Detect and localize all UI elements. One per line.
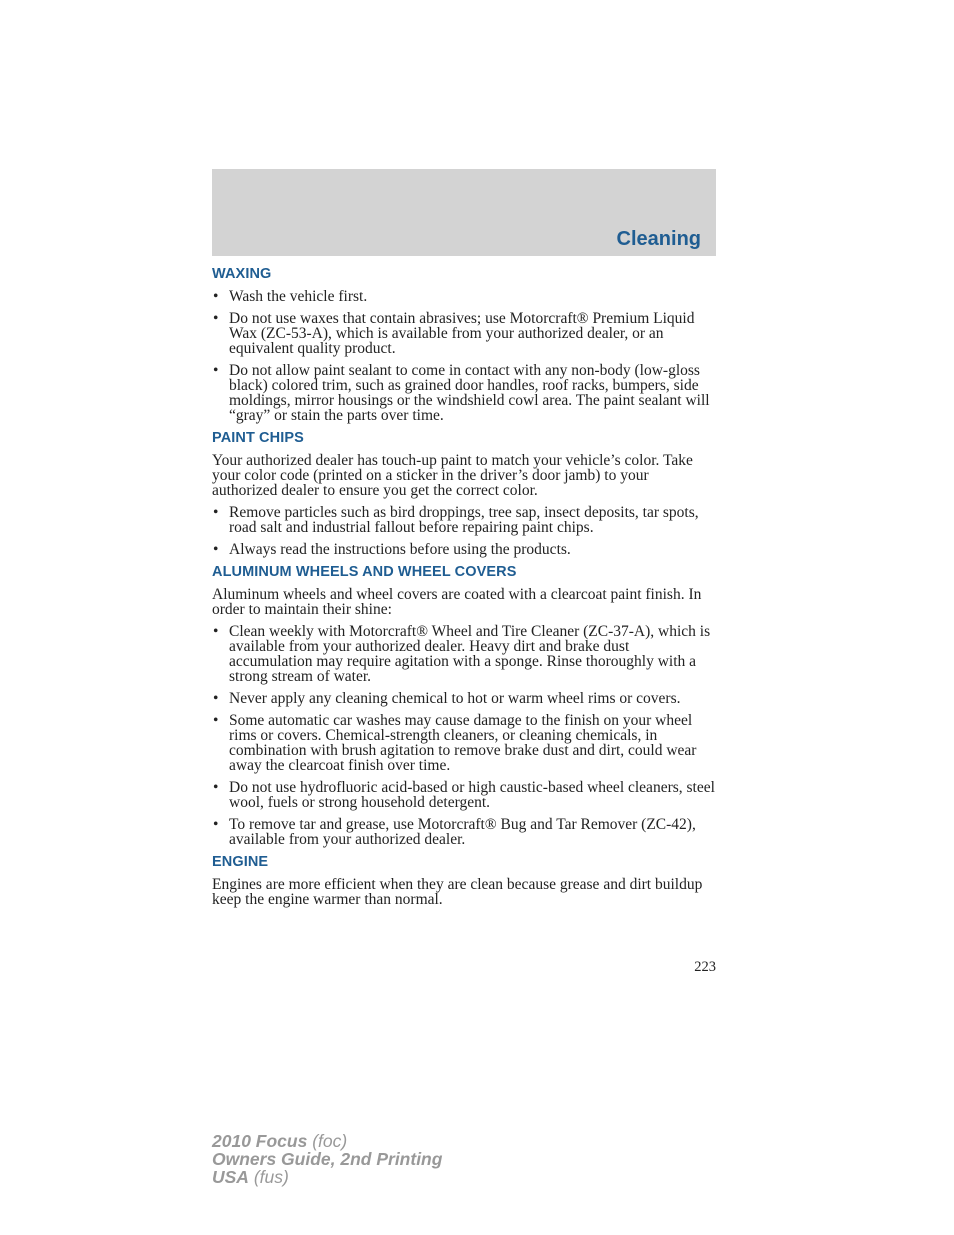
section-engine (212, 854, 716, 907)
list-item: • Always read the instructions before using the products. (213, 541, 571, 558)
footer-line-market: USA (fus) (212, 1167, 289, 1187)
bullet-icon: • (213, 504, 219, 521)
bullet-list (212, 505, 716, 557)
list-item: • Wash the vehicle first. (213, 288, 368, 305)
list-item: • Do not use hydrofluoric acid-based or high caustic-based wheel cleaners, steel wool, fuels or strong household detergent. (213, 779, 715, 811)
bullet-icon: • (213, 541, 219, 558)
bullet-list (212, 289, 716, 423)
chapter-title: Cleaning (616, 228, 701, 250)
section-aluminum-wheels (212, 564, 716, 847)
list-item: • To remove tar and grease, use Motorcraft® Bug and Tar Remover (ZC-42), available from your authorized dealer. (213, 816, 696, 848)
chapter-header-band (212, 169, 716, 256)
list-item: • Never apply any cleaning chemical to hot or warm wheel rims or covers. (213, 690, 681, 707)
document-footer (212, 1132, 442, 1186)
page-number: 223 (694, 959, 716, 975)
list-item: • Do not allow paint sealant to come in contact with any non-body (low-gloss black) colored trim, such as grained door handles, roof racks, bumpers, side moldings, mirror housings or the windshield cowl area. The paint sealant will “gray” or stain the parts over time. (213, 362, 710, 424)
bullet-icon: • (213, 779, 219, 796)
bullet-icon: • (213, 712, 219, 729)
section-intro: Engines are more efficient when they are clean because grease and dirt buildup keep the engine warmer than normal. (212, 876, 703, 908)
bullet-icon: • (213, 623, 219, 640)
bullet-icon: • (213, 288, 219, 305)
section-intro: Aluminum wheels and wheel covers are coated with a clearcoat paint finish. In order to maintain their shine: (212, 586, 702, 618)
list-item: • Some automatic car washes may cause damage to the finish on your wheel rims or covers. Chemical-strength cleaners, or cleaning chemicals, in combination with brush agitation to remove brake dust and dirt, could wear away the clearcoat finish over time. (213, 712, 697, 774)
list-item: • Clean weekly with Motorcraft® Wheel and Tire Cleaner (ZC-37-A), which is available from your authorized dealer. Heavy dirt and brake dust accumulation may require agitation with a sponge. Rinse thoroughly with a strong stream of water. (213, 623, 711, 685)
list-item: • Do not use waxes that contain abrasives; use Motorcraft® Premium Liquid Wax (ZC-53-A), which is available from your authorized dealer, or an equivalent quality product. (213, 310, 695, 357)
footer-line-model: 2010 Focus (foc) (212, 1131, 348, 1151)
footer-line-edition: Owners Guide, 2nd Printing (212, 1149, 443, 1169)
page-content (212, 266, 716, 914)
bullet-icon: • (213, 310, 219, 327)
section-heading: PAINT CHIPS (212, 430, 304, 446)
section-waxing (212, 266, 716, 423)
bullet-icon: • (213, 362, 219, 379)
section-heading: WAXING (212, 266, 272, 282)
section-paint-chips (212, 430, 716, 557)
list-item: • Remove particles such as bird droppings, tree sap, insect deposits, tar spots, road salt and industrial fallout before repairing paint chips. (213, 504, 699, 536)
section-heading: ALUMINUM WHEELS AND WHEEL COVERS (212, 564, 517, 580)
section-heading: ENGINE (212, 854, 269, 870)
bullet-icon: • (213, 816, 219, 833)
bullet-icon: • (213, 690, 219, 707)
bullet-list (212, 624, 716, 847)
section-intro: Your authorized dealer has touch-up paint to match your vehicle’s color. Take your color code (printed on a sticker in the driver’s door jamb) to your authorized dealer to ensure you get the correct color. (212, 452, 693, 499)
